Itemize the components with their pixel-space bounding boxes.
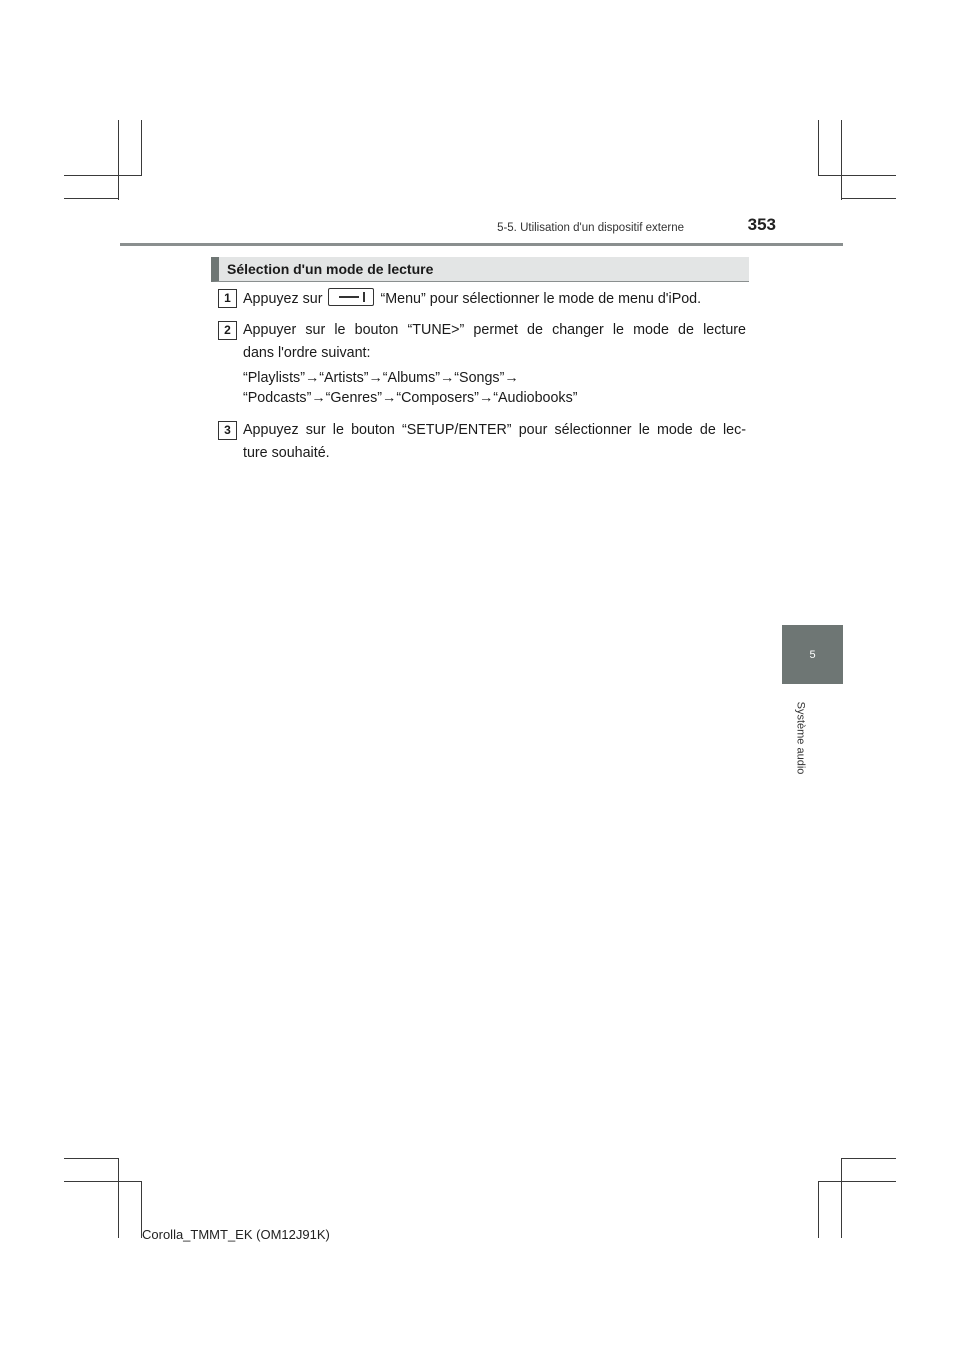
step-number-2: 2	[218, 321, 237, 340]
chapter-number: 5	[809, 648, 816, 661]
crop-mark	[64, 1181, 142, 1182]
crop-mark	[818, 175, 896, 176]
crop-mark	[118, 1158, 119, 1238]
crop-mark	[818, 1181, 819, 1238]
crop-mark	[64, 175, 142, 176]
step-number-1: 1	[218, 289, 237, 308]
step-3-line-2: ture souhaité.	[243, 445, 330, 461]
step-1-text-before: Appuyez sur	[243, 291, 323, 307]
step-3-line-1: Appuyez sur le bouton “SETUP/ENTER” pour sélectionner le mode de lec-	[243, 422, 746, 438]
crop-mark	[64, 1158, 119, 1159]
footer-doc-id: Corolla_TMMT_EK (OM12J91K)	[142, 1227, 330, 1242]
crop-mark	[818, 1181, 896, 1182]
crop-mark	[841, 1158, 842, 1238]
step-2-line-1: Appuyer sur le bouton “TUNE>” permet de changer le mode de lecture	[243, 322, 746, 338]
crop-mark	[141, 120, 142, 175]
header-rule	[120, 243, 843, 246]
crop-mark	[841, 120, 842, 200]
crop-mark	[118, 120, 119, 200]
chapter-tab	[782, 625, 843, 684]
chapter-label: Système audio	[793, 701, 806, 774]
page-number: 353	[747, 215, 776, 234]
step-1-text	[243, 288, 746, 309]
crop-mark	[818, 120, 819, 175]
crop-mark	[841, 1158, 896, 1159]
section-heading: Sélection d'un mode de lecture	[211, 257, 749, 282]
chapter-label-container	[760, 690, 840, 785]
crop-mark	[841, 198, 896, 199]
step-2-sequence-line-1: “Playlists”→“Artists”→“Albums”→“Songs”→	[243, 370, 519, 386]
step-number-3: 3	[218, 421, 237, 440]
header-section-title: 5-5. Utilisation d'un dispositif externe	[497, 222, 684, 234]
crop-mark	[64, 198, 119, 199]
step-2-line-2: dans l'ordre suivant:	[243, 345, 371, 361]
step-1-text-after: “Menu” pour sélectionner le mode de menu d'iPod.	[380, 291, 702, 307]
step-2-sequence-line-2: “Podcasts”→“Genres”→“Composers”→“Audiobooks”	[243, 390, 578, 406]
menu-button-icon	[328, 288, 374, 306]
